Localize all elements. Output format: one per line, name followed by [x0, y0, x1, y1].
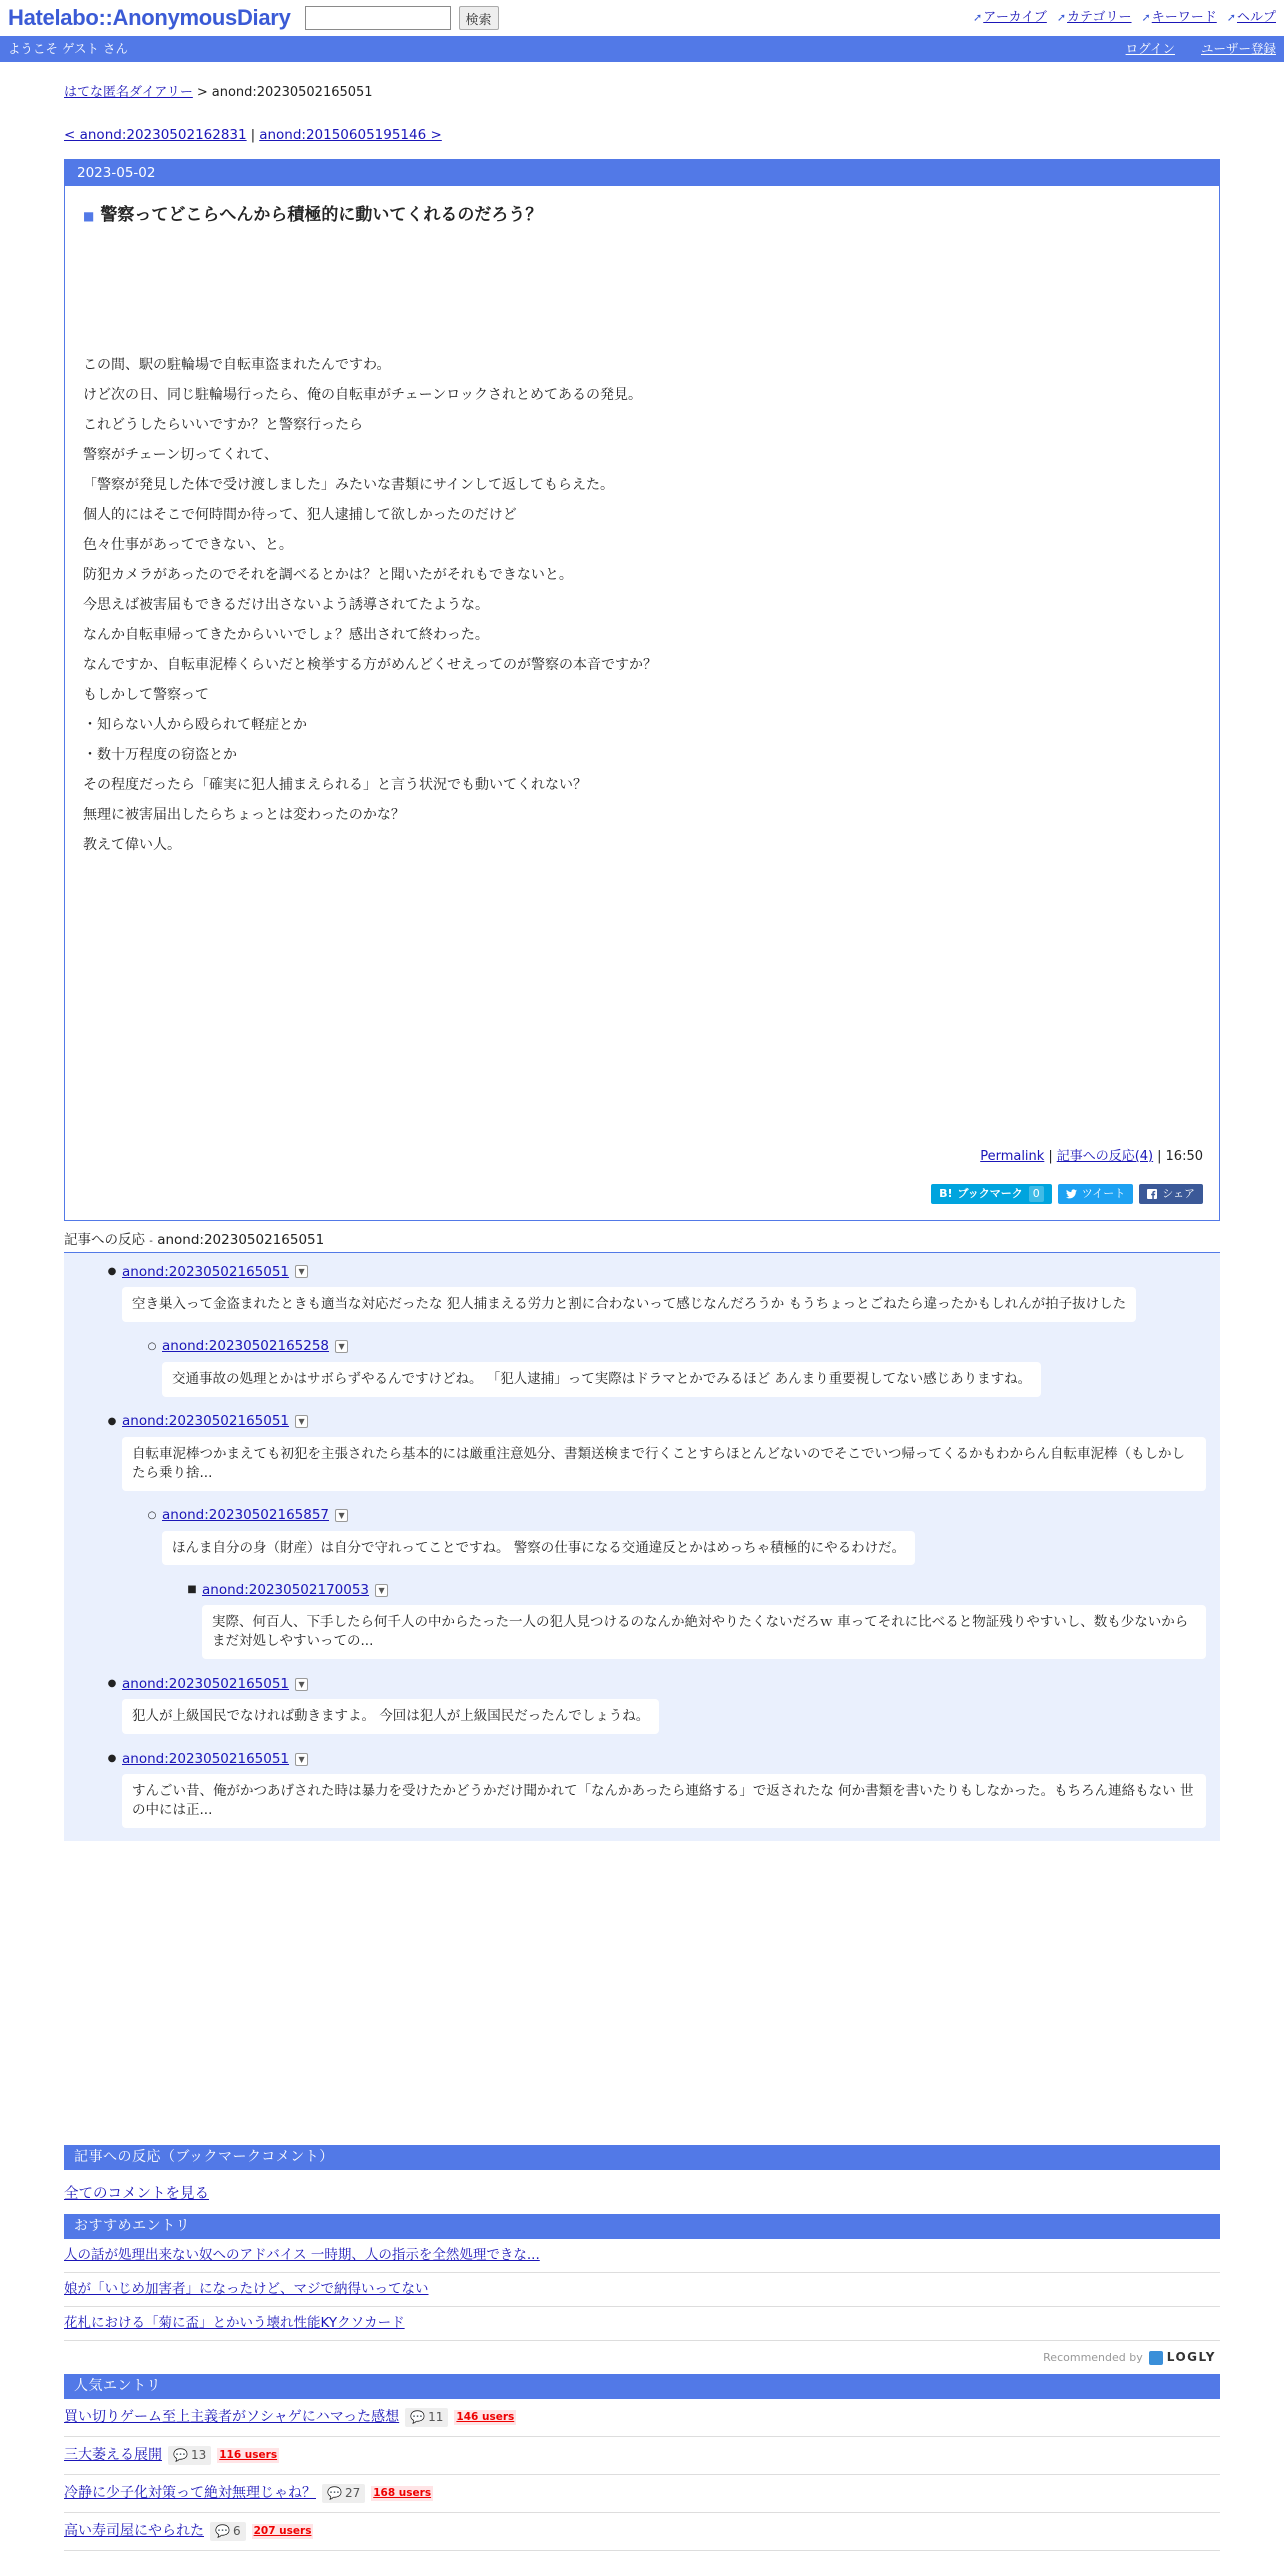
entry-line: その程度だったら「確実に犯人捕まえられる」と言う状況でも動いてくれない？: [83, 776, 587, 793]
facebook-icon: [1147, 1189, 1157, 1199]
footer-separator: |: [1157, 1149, 1162, 1165]
reaction-link[interactable]: anond:20230502165258: [162, 1338, 330, 1355]
nav-arrow-icon: ➚: [1226, 11, 1236, 25]
bookmark-users-link[interactable]: 207 users: [253, 2525, 312, 2538]
all-comments-link[interactable]: 全てのコメントを見る: [64, 2185, 209, 2202]
recommended-link[interactable]: 花札における「菊に盃」とかいう壊れ性能KYクソカード: [64, 2315, 405, 2332]
reaction-item: [142, 1505, 1206, 1566]
entry-title-text: 警察ってどこらへんから積極的に動いてくれるのだろう？: [100, 205, 543, 226]
comment-bubble-icon: 💬: [410, 2410, 426, 2425]
list-item: [64, 2475, 1220, 2513]
account-links: [1126, 40, 1276, 58]
reactions-heading-sep: -: [149, 1236, 153, 1248]
breadcrumb-root-link[interactable]: はてな匿名ダイアリー: [64, 85, 193, 100]
reactions-heading: [64, 1231, 1220, 1253]
list-item: [64, 2513, 1220, 2551]
reaction-item: [102, 1411, 1206, 1491]
list-item: [64, 2399, 1220, 2437]
entry-line: けど次の日、同じ駐輪場行ったら、俺の自転車がチェーンロックされとめてあるの発見。: [83, 386, 643, 403]
popular-link[interactable]: 高い寿司屋にやられた: [64, 2522, 204, 2539]
reaction-excerpt: 空き巣入って金盗まれたときも適当な対応だったな 犯人捕まえる労力と割に合わないって感じなんだろうか もうちょっとごねたら違ったかもしれんが拍子抜けした: [122, 1287, 1136, 1322]
entry-date: 2023-05-02: [77, 164, 156, 181]
chevron-down-icon[interactable]: ▼: [335, 1509, 348, 1522]
chevron-down-icon[interactable]: ▼: [295, 1678, 308, 1691]
recommended-by: [64, 2341, 1220, 2374]
comment-count[interactable]: [405, 2408, 448, 2427]
nav-keyword: [1142, 9, 1217, 27]
bird-icon: [1066, 1189, 1077, 1199]
main-content: [64, 84, 1220, 2551]
reaction-item: [102, 1673, 1206, 1734]
entry-line: 「警察が発見した体で受け渡しました」みたいな書類にサインして返してもらえた。: [83, 476, 615, 493]
list-item: [64, 2273, 1220, 2307]
reaction-link[interactable]: anond:20230502165051: [122, 1750, 290, 1767]
breadcrumb-current: anond:20230502165051: [211, 85, 373, 100]
comment-bubble-icon: 💬: [215, 2524, 230, 2539]
nav-category: [1057, 9, 1132, 27]
reaction-item: [102, 1261, 1206, 1322]
breadcrumb-separator: >: [196, 85, 208, 100]
title-square-icon[interactable]: ■: [83, 208, 95, 223]
bullet-disc-icon: ●: [107, 1415, 117, 1427]
reaction-link[interactable]: anond:20230502165051: [122, 1263, 290, 1280]
entry-line: ・数十万程度の窃盗とか: [83, 746, 237, 763]
nav-arrow-icon: ➚: [973, 11, 983, 25]
welcome-bar: [0, 36, 1284, 62]
recommended-by-label: Recommended by: [1043, 2350, 1143, 2364]
bullet-circle-icon: ○: [147, 1509, 157, 1521]
register-link[interactable]: ユーザー登録: [1200, 41, 1276, 57]
pager-separator: |: [250, 127, 256, 144]
nav-arrow-icon: ➚: [1056, 11, 1067, 25]
chevron-down-icon[interactable]: ▼: [335, 1340, 348, 1353]
chevron-down-icon[interactable]: ▼: [295, 1753, 308, 1766]
entry-line: 防犯カメラがあったのでそれを調べるとかは？と聞いたがそれもできないと。: [83, 566, 573, 583]
recommended-heading: [64, 2214, 1220, 2239]
bullet-disc-icon: ●: [107, 1753, 117, 1765]
reaction-excerpt: 実際、何百人、下手したら何千人の中からたった一人の犯人見つけるのなんか絶対やりたくないだろｗ 車ってそれに比べると物証残りやすいし、数も少ないからまだ対処しやすいっての...: [202, 1605, 1206, 1659]
chevron-down-icon[interactable]: ▼: [295, 1415, 308, 1428]
bullet-disc-icon: ●: [107, 1265, 117, 1277]
login-link[interactable]: ログイン: [1125, 41, 1175, 57]
bookmark-users-link[interactable]: 168 users: [373, 2487, 432, 2500]
nav-help: [1227, 9, 1276, 27]
popular-title: 人気エントリ: [74, 2377, 161, 2394]
entry-line: もしかして警察って: [83, 686, 209, 703]
list-item: [64, 2239, 1220, 2273]
popular-link[interactable]: 三大萎える展開: [64, 2446, 162, 2463]
bookmark-comments-heading: [64, 2145, 1220, 2170]
prev-entry-link[interactable]: < anond:20230502162831: [64, 127, 247, 144]
entry-line: 色々仕事があってできない、と。: [83, 536, 293, 553]
reaction-item: [142, 1336, 1206, 1397]
logly-logo[interactable]: [1149, 2349, 1216, 2366]
hatebu-button[interactable]: [931, 1184, 1052, 1204]
entry-line: なんか自転車帰ってきたからいいでしょ？感出されて終わった。: [83, 626, 489, 643]
entry-line: 今思えば被害届もできるだけ出さないよう誘導されてたような。: [83, 596, 489, 613]
recommended-link[interactable]: 人の話が処理出来ない奴へのアドバイス 一時期、人の指示を全然処理できな...: [64, 2247, 540, 2264]
tweet-label: ツイート: [1081, 1187, 1126, 1201]
entry-time: 16:50: [1165, 1149, 1203, 1165]
entry-title: [83, 204, 1219, 228]
list-item: [64, 2307, 1220, 2341]
header-nav: [973, 9, 1276, 27]
popular-link[interactable]: 買い切りゲーム至上主義者がソシャゲにハマった感想: [64, 2408, 400, 2425]
popular-list: [64, 2399, 1220, 2551]
recommended-list: [64, 2239, 1220, 2341]
permalink[interactable]: Permalink: [980, 1149, 1045, 1165]
search-button[interactable]: 検索: [459, 6, 499, 30]
list-item: [64, 2437, 1220, 2475]
nav-category-link[interactable]: カテゴリー: [1067, 9, 1132, 25]
logly-mark-icon: [1149, 2351, 1163, 2365]
comment-bubble-icon: 💬: [173, 2448, 188, 2463]
hatebu-label: ブックマーク: [957, 1187, 1023, 1201]
reaction-excerpt: すんごい昔、俺がかつあげされた時は暴力を受けたかどうかだけ聞かれて「なんかあったら連絡する」で返されたな 何か書類を書いたりもしなかった。もちろん連絡もない 世の中には正...: [122, 1774, 1206, 1828]
comment-count[interactable]: [210, 2522, 246, 2541]
entry-line: 教えて偉い人。: [83, 836, 181, 853]
bullet-circle-icon: ○: [147, 1340, 157, 1352]
reaction-excerpt: 自転車泥棒つかまえても初犯を主張されたら基本的には厳重注意処分、書類送検まで行くことすらほとんどないのでそこでいつ帰ってくるかもわからん自転車泥棒（もしかしたら乗り捨...: [122, 1437, 1206, 1491]
entry-body: [83, 350, 1219, 860]
tweet-button[interactable]: [1058, 1184, 1133, 1204]
entry-footer: [980, 1148, 1203, 1166]
bullet-square-icon: ■: [187, 1584, 197, 1596]
entry-date-header: [65, 160, 1219, 186]
comment-count-value: 13: [190, 2448, 207, 2463]
bullet-disc-icon: ●: [107, 1678, 117, 1690]
recommended-title: おすすめエントリ: [74, 2217, 191, 2234]
hatebu-count: 0: [1029, 1186, 1044, 1201]
reactions-link[interactable]: 記事への反応(4): [1056, 1149, 1154, 1165]
next-entry-link[interactable]: anond:20150605195146 >: [259, 127, 442, 144]
hatebu-icon: B!: [939, 1187, 953, 1201]
popular-link[interactable]: 冷静に少子化対策って絶対無理じゃね？: [64, 2484, 316, 2501]
bookmark-comments-title: 記事への反応（ブックマークコメント）: [74, 2148, 334, 2165]
reactions-heading-id: anond:20230502165051: [157, 1232, 325, 1249]
reaction-link[interactable]: anond:20230502170053: [202, 1581, 370, 1598]
entry-line: なんですか、自転車泥棒くらいだと検挙する方がめんどくせえってのが警察の本音ですか？: [83, 656, 657, 673]
site-header: [0, 0, 1284, 36]
comment-count-value: 6: [232, 2524, 241, 2539]
entry-line: 警察がチェーン切ってくれて、: [83, 446, 279, 463]
reaction-link[interactable]: anond:20230502165051: [122, 1413, 290, 1430]
comment-bubble-icon: 💬: [327, 2486, 342, 2501]
chevron-down-icon[interactable]: ▼: [375, 1584, 388, 1597]
share-buttons: [931, 1184, 1203, 1204]
comment-count[interactable]: [168, 2446, 211, 2465]
nav-archive: [973, 9, 1047, 27]
reaction-link[interactable]: anond:20230502165857: [162, 1507, 330, 1524]
welcome-greeting: ようこそ ゲスト さん: [8, 41, 128, 57]
nav-help-link[interactable]: ヘルプ: [1236, 9, 1276, 25]
footer-separator: |: [1048, 1149, 1053, 1165]
nav-arrow-icon: ➚: [1141, 11, 1151, 25]
search-input[interactable]: [305, 6, 451, 30]
entry-line: 無理に被害届出したらちょっとは変わったのかな？: [83, 806, 405, 823]
recommended-link[interactable]: 娘が「いじめ加害者」になったけど、マジで納得いってない: [64, 2281, 429, 2298]
popular-heading: [64, 2374, 1220, 2399]
comment-count[interactable]: [322, 2484, 365, 2503]
facebook-share-button[interactable]: [1139, 1184, 1203, 1204]
entry-line: ・知らない人から殴られて軽症とか: [83, 716, 307, 733]
comment-count-value: 11: [428, 2410, 444, 2425]
entry-line: 個人的にはそこで何時間か待って、犯人逮捕して欲しかったのだけど: [83, 506, 517, 523]
reaction-excerpt: ほんま自分の身（財産）は自分で守れってことですね。 警察の仕事になる交通違反とかはめっちゃ積極的にやるわけだ。: [162, 1531, 915, 1566]
entry-pager: [64, 126, 1220, 145]
logly-text: LOGLY: [1166, 2350, 1216, 2365]
breadcrumb: [64, 84, 1220, 102]
reaction-excerpt: 犯人が上級国民でなければ動きますよ。 今回は犯人が上級国民だったんでしょうね。: [122, 1699, 659, 1734]
nav-archive-link[interactable]: アーカイブ: [983, 9, 1047, 25]
entry-box: [64, 159, 1220, 1221]
reactions-heading-label: 記事への反応: [64, 1232, 145, 1249]
facebook-share-label: シェア: [1162, 1187, 1195, 1201]
reactions-tree: [64, 1253, 1220, 1841]
reaction-link[interactable]: anond:20230502165051: [122, 1675, 290, 1692]
bookmark-users-link[interactable]: 146 users: [456, 2411, 515, 2424]
chevron-down-icon[interactable]: ▼: [295, 1265, 308, 1278]
comment-count-value: 27: [344, 2486, 361, 2501]
site-logo[interactable]: Hatelabo::AnonymousDiary: [8, 4, 291, 30]
reaction-item: [102, 1748, 1206, 1828]
reaction-excerpt: 交通事故の処理とかはサボらずやるんですけどね。 「犯人逮捕」って実際はドラマとかでみるほど あんまり重要視してない感じありますね。: [162, 1362, 1041, 1397]
entry-line: これどうしたらいいですか？と警察行ったら: [83, 416, 363, 433]
entry-line: この間、駅の駐輪場で自転車盗まれたんですわ。: [83, 356, 391, 373]
bookmark-users-link[interactable]: 116 users: [219, 2449, 278, 2462]
reaction-item: [182, 1579, 1206, 1659]
nav-keyword-link[interactable]: キーワード: [1151, 9, 1217, 25]
search-form: [305, 6, 499, 30]
